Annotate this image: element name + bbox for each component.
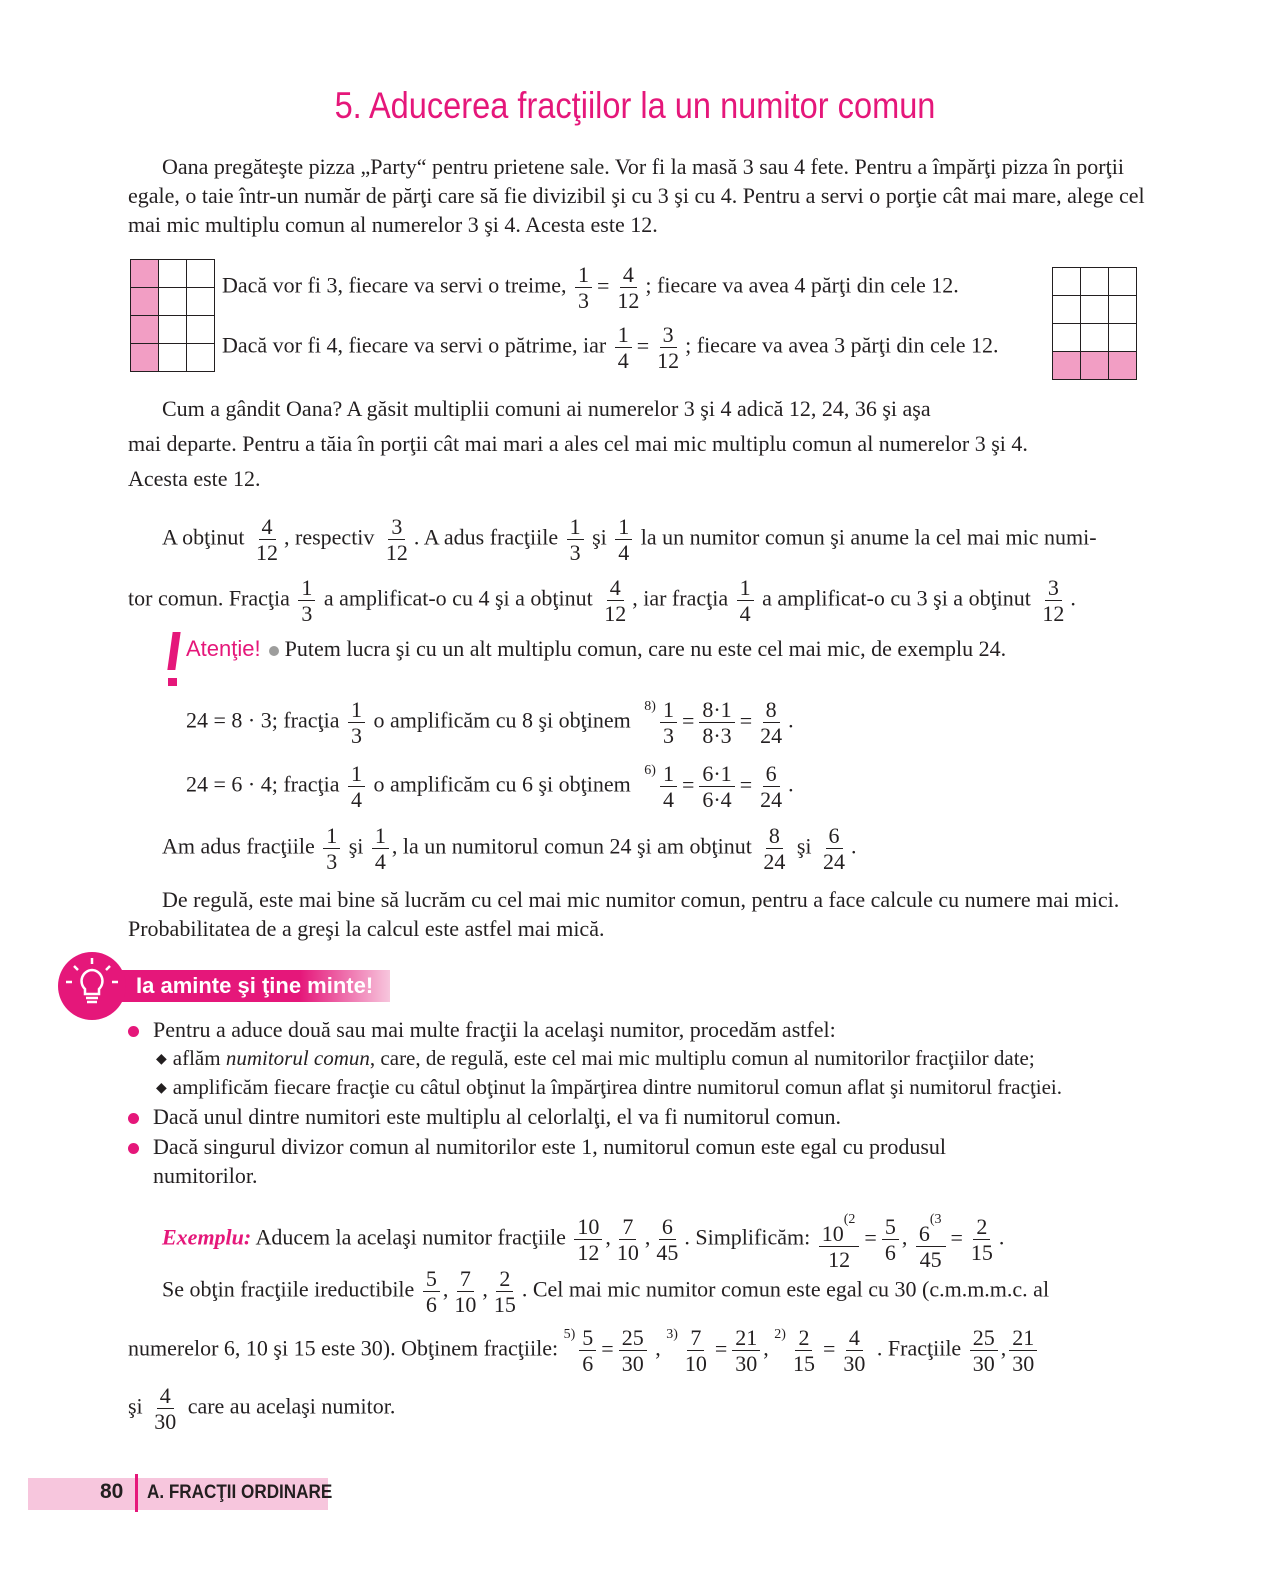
fraction: $\frac{1}{4}$ bbox=[372, 823, 389, 874]
fraction: $\frac{1}{3}$ bbox=[660, 697, 677, 748]
remember-label: Ia aminte şi ţine minte! bbox=[136, 973, 374, 998]
fraction: $\frac{8\cdot 1}{8\cdot 3}$ bbox=[699, 697, 734, 748]
fraction: $\frac{21}{30}$ bbox=[1009, 1325, 1037, 1376]
fraction: $\frac{2}{15}$ bbox=[970, 1214, 993, 1265]
fraction: $\frac{1}{4}$ bbox=[660, 761, 677, 812]
example-line-1: Exemplu: Aducem la acelaşi numitor fracţiile $\frac{10}{12}$ , $\frac{7}{10}$ , $\frac{6}{45}$ . Simplificăm: $\frac{10^{(2}}{12}$ = $\frac{5}{6}$ , $\frac{6^{(3}}{45}$ = $\frac{2}{15}$ . bbox=[162, 1207, 1004, 1272]
fraction: $\frac{7}{10}$ bbox=[684, 1325, 707, 1376]
footer-divider bbox=[135, 1474, 138, 1512]
fraction: $\frac{1}{3}$ bbox=[567, 514, 584, 565]
case4-post: ; fiecare va avea 3 părţi din cele 12. bbox=[685, 332, 999, 358]
chapter-label: A. FRACŢII ORDINARE bbox=[147, 1482, 333, 1503]
lightbulb-icon bbox=[58, 952, 126, 1020]
attention-label: Atenţie! bbox=[186, 636, 261, 661]
fraction: $\frac{4}{12}$ bbox=[604, 575, 627, 626]
bullet-icon bbox=[128, 1143, 139, 1154]
obtained-line: A obţinut $\frac{4}{12}$ , respectiv $\frac{3}{12}$ . A adus fracţiile $\frac{1}{3}$ şi $\frac{1}{4}$ la un numitor comun şi anume la cel mai mic numi- bbox=[162, 514, 1097, 565]
pizza-grid-thirds bbox=[130, 259, 215, 372]
case4-text: Dacă vor fi 4, fiecare va servi o pătrime, iar bbox=[222, 332, 607, 358]
example-line-3: numerelor 6, 10 şi 15 este 30). Obţinem fracţiile: $^{5)}$ $\frac{5}{6}$ = $\frac{25}{30}$ , $^{3)}$ $\frac{7}{10}$ = $\frac{21}{30}$ , $^{2)}$ $\frac{2}{15}$ = $\frac{4}{30}$ . Fracţiile $\frac{25}{30}$ , $\frac{21}{30}$ bbox=[128, 1325, 1040, 1376]
fraction: $\frac{1}{3}$ bbox=[575, 262, 592, 313]
bullet-icon bbox=[269, 646, 279, 656]
diamond-bullet-icon: ◆ bbox=[156, 1081, 167, 1096]
fraction: $\frac{6}{24}$ bbox=[760, 761, 783, 812]
fraction: $\frac{10^{(2}}{12}$ bbox=[819, 1207, 860, 1272]
fraction: $\frac{21}{30}$ bbox=[732, 1325, 760, 1376]
paragraph-2-line-3: Acesta este 12. bbox=[128, 466, 261, 491]
case3-text: Dacă vor fi 3, fiecare va servi o treime, bbox=[222, 272, 567, 298]
fraction: $\frac{5}{6}$ bbox=[579, 1325, 596, 1376]
fraction: $\frac{10}{12}$ bbox=[574, 1214, 602, 1265]
diamond-bullet-icon: ◆ bbox=[156, 1052, 167, 1067]
fraction: $\frac{3}{12}$ bbox=[1042, 575, 1065, 626]
fraction: $\frac{1}{3}$ bbox=[323, 823, 340, 874]
rule-sub-2: ◆ amplificăm fiecare fracţie cu câtul obţinut la împărţirea dintre numitorul comun aflat şi numitorul fracţiei. bbox=[156, 1075, 1063, 1099]
intro-paragraph: Oana pregăteşte pizza „Party“ pentru prietene sale. Vor fi la masă 3 sau 4 fete. Pentru a împărţi pizza în porţii egale, o taie într-un număr de părţi care să fie divizibil şi cu 3 şi cu 4. Pentru a servi o porţie cât mai mare, alege cel mai mic multiplu comun al numerelor 3 şi 4. Acesta este 12. bbox=[128, 154, 1145, 237]
example-24-line-3: Am adus fracţiile $\frac{1}{3}$ şi $\frac{1}{4}$ , la un numitorul comun 24 şi am obţinut $\frac{8}{24}$ şi $\frac{6}{24}$ . bbox=[162, 823, 857, 874]
page-number: 80 bbox=[100, 1480, 124, 1503]
fraction: $\frac{1}{4}$ bbox=[615, 322, 632, 373]
fraction: $\frac{1}{3}$ bbox=[348, 697, 365, 748]
example-label: Exemplu: bbox=[162, 1224, 252, 1250]
fraction: $\frac{6^{(3}}{45}$ bbox=[916, 1207, 946, 1272]
example-24-line-1: 24 = 8 · 3; fracţia $\frac{1}{3}$ o amplificăm cu 8 şi obţinem $^{8)}$ $\frac{1}{3}$ = $\frac{8\cdot 1}{8\cdot 3}$ = $\frac{8}{24}$ . bbox=[186, 697, 794, 748]
example-line-2: Se obţin fracţiile ireductibile $\frac{5}{6}$ , $\frac{7}{10}$ , $\frac{2}{15}$ . Cel mai mic numitor comun este egal cu 30 (c.m.m.m.c. al bbox=[162, 1266, 1050, 1317]
amplified-line: tor comun. Fracţia $\frac{1}{3}$ a amplificat-o cu 4 şi a obţinut $\frac{4}{12}$ , iar fracţia $\frac{1}{4}$ a amplificat-o cu 3 şi a obţinut $\frac{3}{12}$ . bbox=[128, 575, 1076, 626]
rule-bullet-3: Dacă singurul divizor comun al numitorilor este 1, numitorul comun este egal cu produsul bbox=[128, 1134, 946, 1160]
paragraph-2-line-1: Cum a gândit Oana? A găsit multiplii comuni ai numerelor 3 şi 4 adică 12, 24, 36 şi aşa bbox=[162, 396, 931, 421]
attention-line bbox=[186, 636, 1006, 662]
pizza-grid-quarters bbox=[1052, 267, 1137, 380]
rule-bullet-3-cont: numitorilor. bbox=[153, 1163, 258, 1188]
bullet-icon bbox=[128, 1113, 139, 1124]
fraction: $\frac{2}{15}$ bbox=[792, 1325, 815, 1376]
fraction: $\frac{1}{4}$ bbox=[348, 761, 365, 812]
fraction: $\frac{4}{30}$ bbox=[843, 1325, 866, 1376]
fraction: $\frac{4}{12}$ bbox=[617, 262, 640, 313]
fraction: $\frac{5}{6}$ bbox=[882, 1214, 899, 1265]
fraction: $\frac{8}{24}$ bbox=[763, 823, 786, 874]
fraction: $\frac{8}{24}$ bbox=[760, 697, 783, 748]
fraction: $\frac{4}{30}$ bbox=[154, 1383, 177, 1434]
fraction: $\frac{1}{3}$ bbox=[298, 575, 315, 626]
paragraph-2-line-2: mai departe. Pentru a tăia în porţii cât mai mari a ales cel mai mic multiplu comun al numerelor 3 şi 4. bbox=[128, 431, 1028, 456]
fraction: $\frac{4}{12}$ bbox=[256, 514, 279, 565]
fraction: $\frac{6}{45}$ bbox=[656, 1214, 679, 1265]
fraction: $\frac{7}{10}$ bbox=[454, 1266, 477, 1317]
case3-post: ; fiecare va avea 4 părţi din cele 12. bbox=[645, 272, 959, 298]
page-title: 5. Aducerea fracţiilor la un numitor comun bbox=[334, 85, 936, 126]
example-24-line-2: 24 = 6 · 4; fracţia $\frac{1}{4}$ o amplificăm cu 6 şi obţinem $^{6)}$ $\frac{1}{4}$ = $\frac{6\cdot 1}{6\cdot 4}$ = $\frac{6}{24}$ . bbox=[186, 761, 794, 812]
fraction: $\frac{3}{12}$ bbox=[657, 322, 680, 373]
fraction: $\frac{25}{30}$ bbox=[970, 1325, 998, 1376]
case-four-line: Dacă vor fi 4, fiecare va servi o pătrime, iar $\frac{1}{4}$ = $\frac{3}{12}$ ; fiecare va avea 3 părţi din cele 12. bbox=[222, 322, 999, 373]
fraction: $\frac{1}{4}$ bbox=[615, 514, 632, 565]
rule-paragraph: De regulă, este mai bine să lucrăm cu cel mai mic numitor comun, pentru a face calcule cu numere mai mici. Probabilitatea de a greşi la calcul este astfel mai mică. bbox=[128, 887, 1120, 941]
exclamation-icon bbox=[168, 632, 182, 692]
attention-text: Putem lucra şi cu un alt multiplu comun, care nu este cel mai mic, de exemplu 24. bbox=[284, 636, 1007, 661]
rule-bullet-1: Pentru a aduce două sau mai multe fracţii la acelaşi numitor, procedăm astfel: bbox=[128, 1017, 836, 1043]
example-line-4: şi $\frac{4}{30}$ care au acelaşi numitor. bbox=[128, 1383, 396, 1434]
bullet-icon bbox=[128, 1026, 139, 1037]
case-three-line: Dacă vor fi 3, fiecare va servi o treime, $\frac{1}{3}$ = $\frac{4}{12}$ ; fiecare va avea 4 părţi din cele 12. bbox=[222, 262, 959, 313]
fraction: $\frac{7}{10}$ bbox=[616, 1214, 639, 1265]
fraction: $\frac{2}{15}$ bbox=[493, 1266, 516, 1317]
fraction: $\frac{6\cdot 1}{6\cdot 4}$ bbox=[699, 761, 734, 812]
fraction: $\frac{1}{4}$ bbox=[737, 575, 754, 626]
fraction: $\frac{6}{24}$ bbox=[823, 823, 846, 874]
fraction: $\frac{5}{6}$ bbox=[423, 1266, 440, 1317]
rule-sub-1: ◆ aflăm numitorul comun, care, de regulă, este cel mai mic multiplu comun al numitorilor fracţiilor date; bbox=[156, 1046, 1035, 1070]
fraction: $\frac{3}{12}$ bbox=[385, 514, 408, 565]
fraction: $\frac{25}{30}$ bbox=[619, 1325, 647, 1376]
rule-bullet-2: Dacă unul dintre numitori este multiplu al celorlalţi, el va fi numitorul comun. bbox=[128, 1104, 841, 1130]
